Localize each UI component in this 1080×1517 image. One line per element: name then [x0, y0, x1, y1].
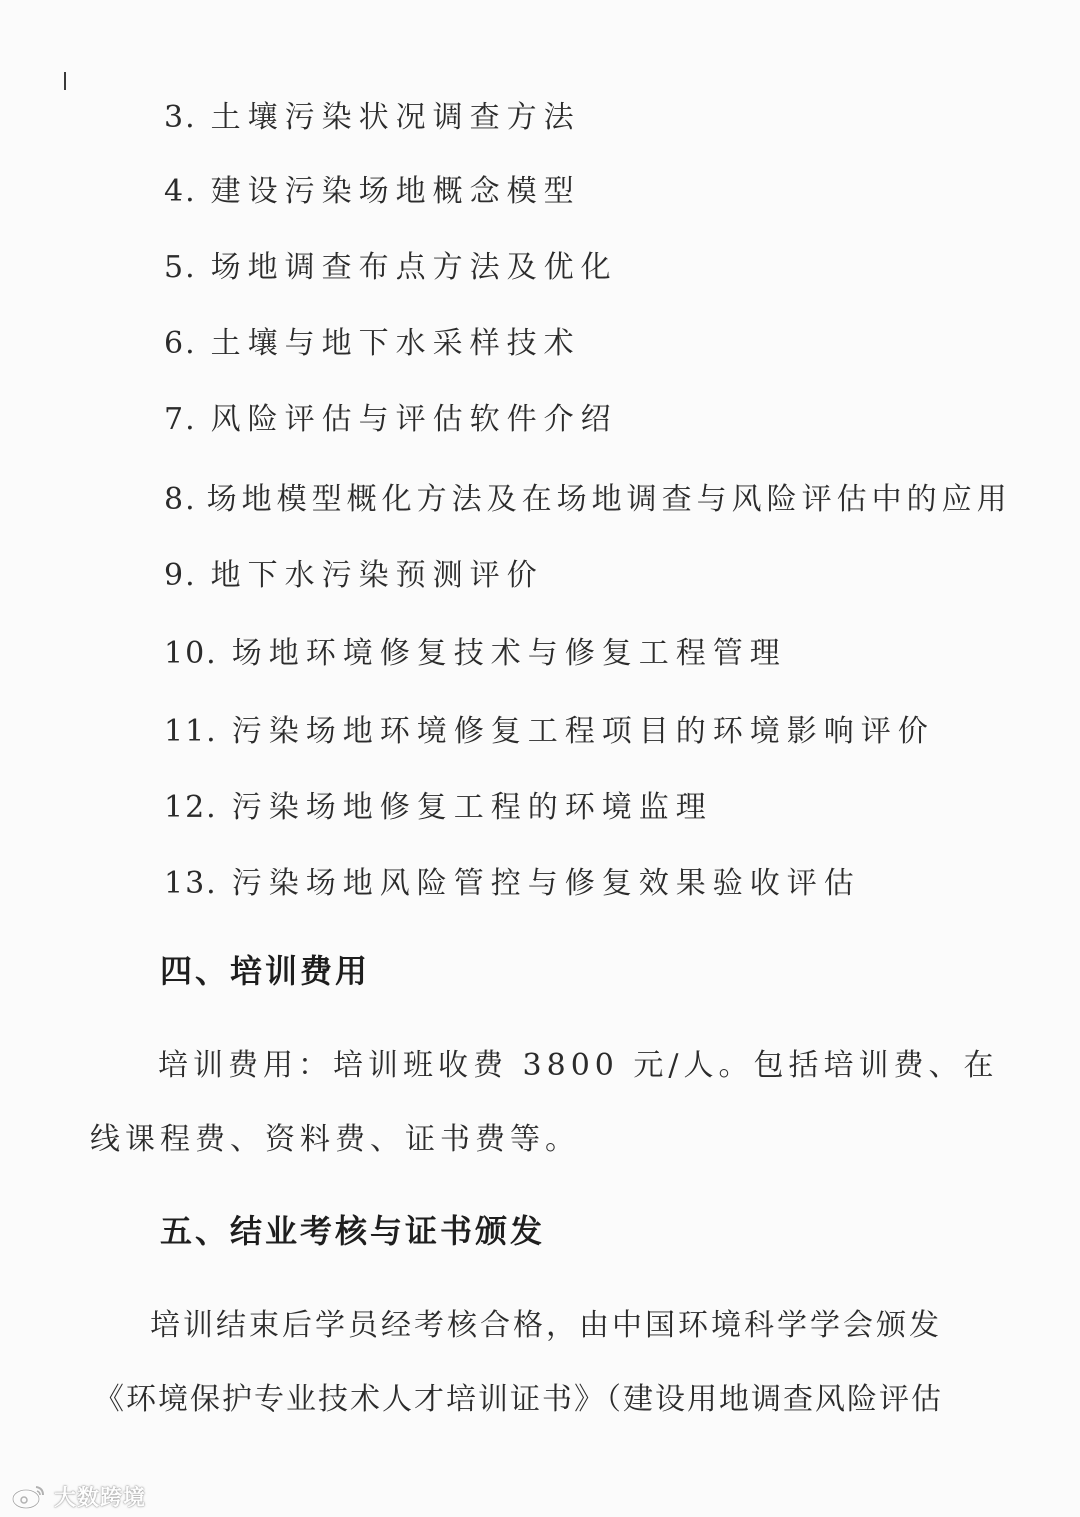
list-item-number: 8.: [164, 482, 197, 517]
list-item-number: 11.: [164, 714, 218, 749]
list-item: [164, 788, 713, 828]
list-item: [164, 324, 581, 364]
list-item-text: 污染场地修复工程的环境监理: [231, 790, 713, 825]
list-item-number: 5.: [164, 250, 197, 285]
list-item-text: 场地模型概化方法及在场地调查与风险评估中的应用: [206, 482, 1012, 517]
page-edge-mark: [64, 72, 66, 90]
section-heading-certificate: 五、结业考核与证书颁发: [160, 1212, 546, 1250]
list-item: [164, 712, 935, 752]
watermark-text: 大数跨境: [54, 1485, 147, 1511]
list-item: [164, 400, 618, 440]
certificate-paragraph-line-1: 培训结束后学员经考核合格，由中国环境科学学会颁发: [150, 1308, 942, 1343]
list-item-text: 污染场地风险管控与修复效果验收评估: [231, 866, 861, 901]
list-item-number: 10.: [164, 636, 218, 671]
list-item-number: 13.: [164, 866, 218, 901]
fees-paragraph-line-1: 培训费用：培训班收费 3800 元/人。包括培训费、在: [158, 1048, 999, 1083]
list-item-number: 3.: [164, 100, 197, 135]
weibo-logo-icon: [10, 1481, 48, 1511]
list-item: [164, 98, 581, 138]
list-item-text: 土壤污染状况调查方法: [210, 100, 581, 135]
list-item: [164, 556, 544, 596]
list-item-text: 污染场地环境修复工程项目的环境影响评价: [231, 714, 935, 749]
list-item-number: 6.: [164, 326, 197, 361]
list-item-text: 土壤与地下水采样技术: [210, 326, 581, 361]
list-item: [164, 480, 1012, 520]
list-item-number: 9.: [164, 558, 197, 593]
list-item: [164, 634, 787, 674]
list-item-text: 风险评估与评估软件介绍: [210, 402, 618, 437]
list-item-text: 地下水污染预测评价: [210, 558, 544, 593]
certificate-paragraph-line-2: 《环境保护专业技术人才培训证书》（建设用地调查风险评估: [94, 1382, 943, 1417]
list-item-text: 场地调查布点方法及优化: [210, 250, 618, 285]
list-item: [164, 864, 861, 904]
section-heading-fees: 四、培训费用: [160, 952, 371, 990]
fees-paragraph-line-2: 线课程费、资料费、证书费等。: [90, 1122, 580, 1157]
watermark: [10, 1478, 146, 1514]
list-item-number: 7.: [164, 402, 197, 437]
list-item: [164, 248, 618, 288]
list-item-number: 12.: [164, 790, 218, 825]
list-item: [164, 172, 581, 212]
list-item-text: 场地环境修复技术与修复工程管理: [231, 636, 787, 671]
list-item-number: 4.: [164, 174, 197, 209]
list-item-text: 建设污染场地概念模型: [210, 174, 581, 209]
